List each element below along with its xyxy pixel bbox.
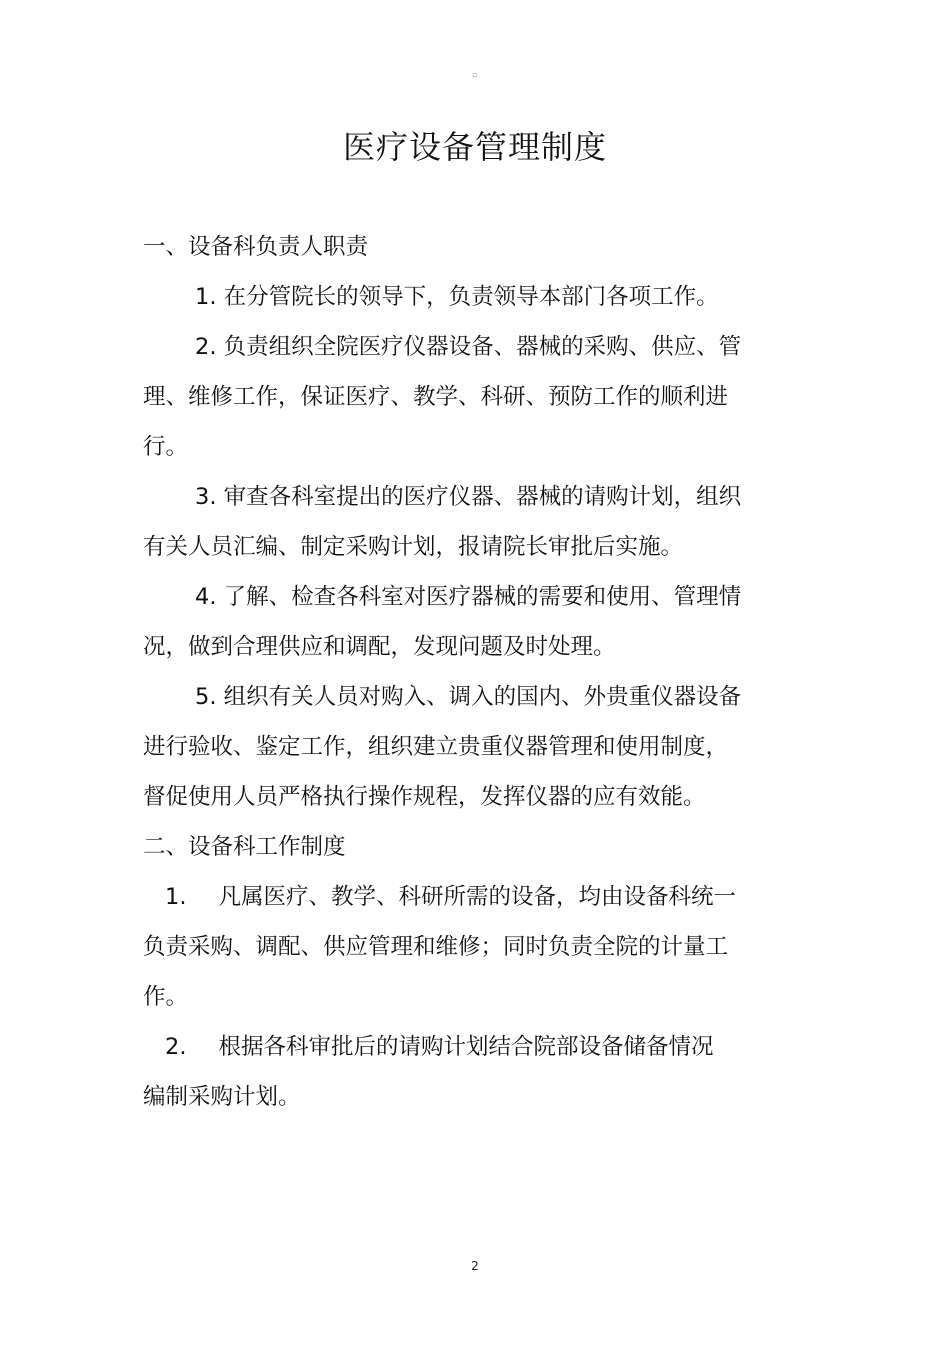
paragraph-line: 进行验收、鉴定工作，组织建立贵重仪器管理和使用制度， (143, 734, 729, 760)
paragraph-line: 4. 了解、检查各科室对医疗器械的需要和使用、管理情 (195, 584, 742, 610)
item-text: 凡属医疗、教学、科研所需的设备，均由设备科统一 (218, 884, 736, 910)
paragraph-line: 作。 (143, 984, 189, 1010)
document-body (143, 222, 755, 1122)
item-number: 1. (165, 884, 187, 910)
paragraph-line: 督促使用人员严格执行操作规程，发挥仪器的应有效能。 (143, 784, 706, 810)
paragraph-line: 况，做到合理供应和调配，发现问题及时处理。 (143, 634, 616, 660)
item-text: 根据各科审批后的请购计划结合院部设备储备情况 (218, 1034, 714, 1060)
paragraph-line: 5. 组织有关人员对购入、调入的国内、外贵重仪器设备 (195, 684, 742, 710)
document-title: 医疗设备管理制度 (342, 128, 607, 166)
paragraph-line: 负责采购、调配、供应管理和维修；同时负责全院的计量工 (143, 934, 729, 960)
paragraph-line: 1. 在分管院长的领导下，负责领导本部门各项工作。 (195, 284, 719, 310)
numbered-item-line (143, 872, 755, 922)
section-heading-2: 二、设备科工作制度 (143, 834, 346, 860)
paragraph-line: 3. 审查各科室提出的医疗仪器、器械的请购计划，组织 (195, 484, 742, 510)
paragraph-line: 行。 (143, 434, 189, 460)
paragraph-line: 理、维修工作，保证医疗、教学、科研、预防工作的顺利进 (143, 384, 729, 410)
section-heading-1: 一、设备科负责人职责 (143, 234, 369, 260)
paragraph-line: 编制采购计划。 (143, 1084, 301, 1110)
numbered-item-line (143, 1022, 755, 1072)
paragraph-line: 2. 负责组织全院医疗仪器设备、器械的采购、供应、管 (195, 334, 742, 360)
page-number: 2 (471, 1259, 479, 1273)
paragraph-line: 有关人员汇编、制定采购计划，报请院长审批后实施。 (143, 534, 684, 560)
item-number: 2. (165, 1034, 187, 1060)
header-mark: ▫ (472, 70, 478, 79)
